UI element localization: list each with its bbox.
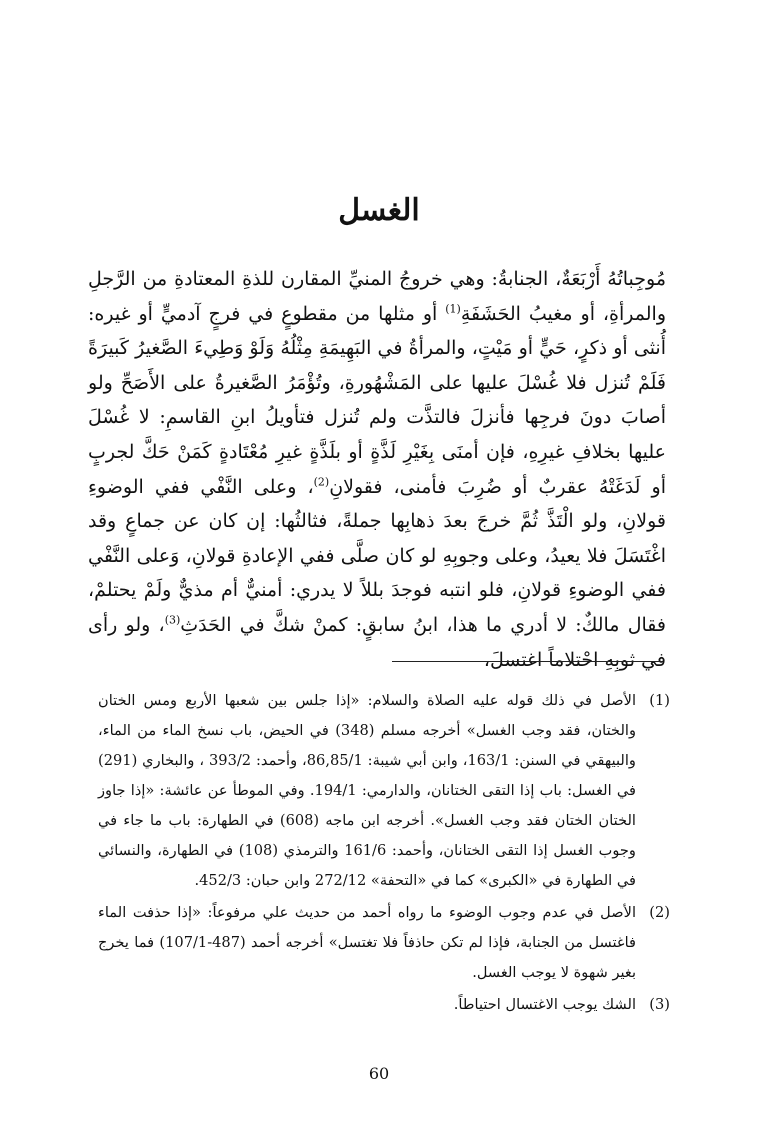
chapter-title: الغسل [338,193,420,228]
footnote-ref-1[interactable]: (1) [445,302,461,316]
main-text-part-1: مُوجِباتُهُ أَرْبَعَةٌ، الجنابةُ: وهي خروجُ المنيِّ المقارن للذةِ المعتادةِ من الرَّجلِ والمرأةِ، أو مغيبُ الحَشَفَةِ [88,268,666,325]
footnote-text: الأصل في ذلك قوله عليه الصلاة والسلام: «إذا جلس بين شعبها الأربع ومس الختان والختان، فقد وجب الغسل» أخرجه مسلم (348) في الحيض، باب نسخ الماء من الماء، والبيهقي في السنن: 163/1، وابن أبي شيبة: 86,85/1، وأحمد: 393/2 ، والبخاري (291) في الغسل: باب إذا التقى الختانان، والدارمي: 194/1. وفي الموطأ عن عائشة: «إذا جاوز الختان الختان فقد وجب الغسل». أخرجه ابن ماجه (608) في الطهارة: باب ما جاء في وجوب الغسل إذا التقى الختانان، وأحمد: 161/6 والترمذي (108) في الطهارة، والنسائي في الطهارة في «الكبرى» كما في «التحفة» 272/12 وابن حبان: 452/3. [98,692,636,889]
footnote-3 [98,990,670,1020]
main-text-part-3: ، وعلى النَّفْي ففي الوضوءِ قولانِ، ولو الْتَذَّ ثُمَّ خرجَ بعدَ ذهابِها جملةً، فثالثُها: إن كان عن جماعٍ وقد اغْتَسَلَ فلا يعيدُ، وعلى وجوبِهِ لو كان صلَّى ففي الإعادةِ قولانِ، وَعلى النَّفْي ففي الوضوءِ قولانِ، فلو انتبه فوجدَ بللاً لا يدري: أمنيٌّ أم مذيٌّ ولَمْ يحتلمْ، فقال مالكٌ: لا أدري ما هذا، ابنُ سابقٍ: كمنْ شكَّ في الحَدَثِ [88,475,666,636]
footnote-text: الأصل في عدم وجوب الوضوء ما رواه أحمد من حديث علي مرفوعاً: «إذا حذفت الماء فاغتسل من الجنابة، فإذا لم تكن حاذفاً فلا تغتسل» أخرجه أحمد (487-107/1) فما يخرج بغير شهوة لا يوجب الغسل. [98,904,636,981]
page-number: 60 [368,1064,390,1083]
main-text [88,262,666,677]
footnote-2 [98,898,670,988]
footnote-number: (2) [649,904,670,921]
footnote-text: الشك يوجب الاغتسال احتياطاً. [453,996,636,1013]
footnote-divider [392,661,662,662]
main-text-part-2: أو مثلها من مقطوعٍ في فرجٍ آدميٍّ أو غيره: أُنثى أو ذكرٍ، حَيٍّ أو مَيْتٍ، والمرأةُ في البَهِيمَةِ مِثْلُهُ وَلَوْ وَطِيءَ الصَّغيرُ كَبيرَةً فَلَمْ تُنزل فلا غُسْلَ عليها على المَشْهُورةِ، وتُؤْمَرُ الصَّغيرةُ على الأَصَحِّ ولو أصابَ دونَ فرجِها فأنزلَ فالتذَّت ولم تُنزل فتأويلُ ابنِ القاسمِ: لا غُسْلَ عليها بخلافِ غيرِهِ، فإن أمنَى بِغَيْرِ لَذَّةٍ أو بلَذَّةٍ غيرِ مُعْتَادةٍ كَمَنْ حَكَّ لجربٍ أو لَدَغَتْهُ عقربٌ أو ضُرِبَ فأمنى، فقولانِ [88,302,666,498]
footnote-ref-3[interactable]: (3) [164,613,181,627]
footnotes [98,686,670,1022]
main-text-part-4: ، ولو رأى في ثوبِهِ احْتلاماً اغتسلَ، [88,613,666,671]
footnote-1 [98,686,670,896]
main-paragraph [88,262,666,677]
footnote-ref-2[interactable]: (2) [313,475,330,489]
footnote-number: (3) [649,996,670,1013]
footnote-number: (1) [649,692,670,709]
